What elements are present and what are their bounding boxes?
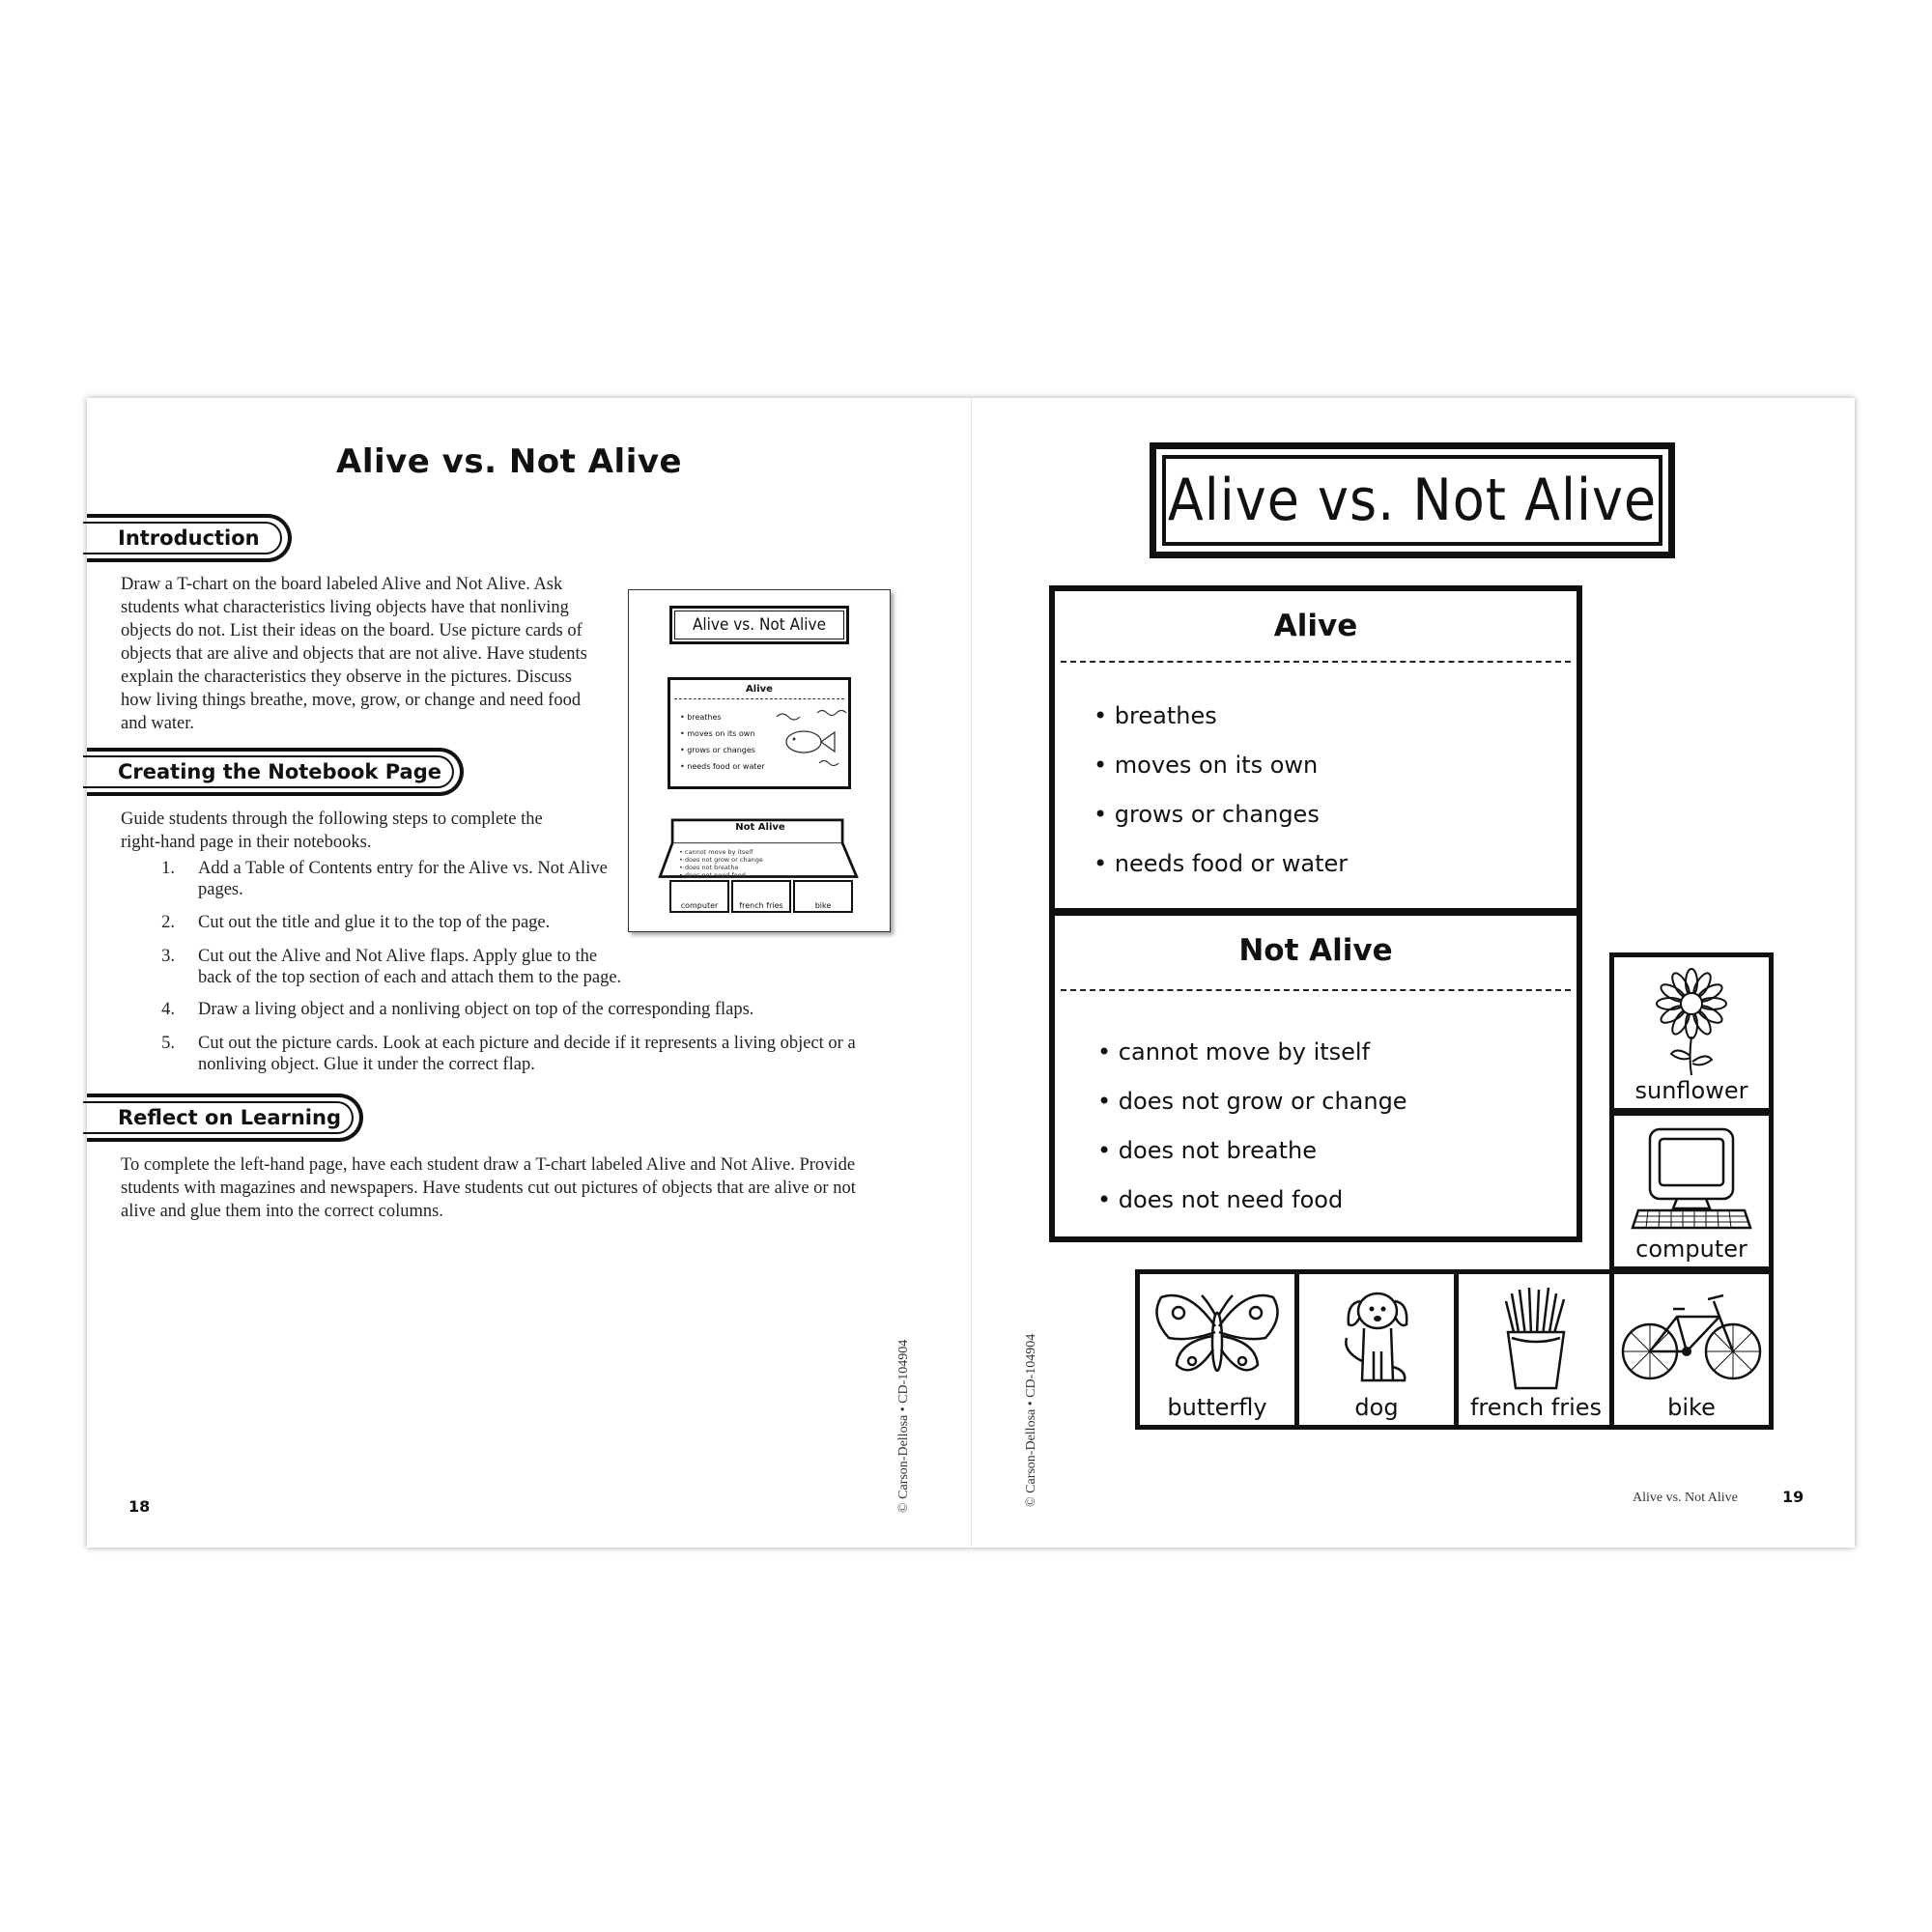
page-number-left: 18 (128, 1497, 151, 1516)
text-line: Add a Table of Contents entry for the Alive vs. Not Alive (198, 859, 608, 878)
alive-flap (1049, 585, 1582, 914)
text-line: and water. (121, 714, 195, 733)
text-line: students what characteristics living objects have that nonliving (121, 598, 569, 617)
section-heading: Introduction (118, 526, 260, 550)
step-number: 1. (161, 859, 175, 878)
thumbnail-title (669, 606, 849, 644)
list-item: • breathes (1094, 692, 1577, 741)
step-number: 2. (161, 913, 175, 932)
creating-intro (121, 808, 543, 854)
text-line: To complete the left-hand page, have each student draw a T-chart labeled Alive and Not Alive. Provide (121, 1155, 856, 1175)
page-number-right: 19 (1782, 1488, 1804, 1506)
copyright-right: © Carson-Dellosa • CD-104904 (1024, 1333, 1038, 1507)
card-label: butterfly (1167, 1394, 1267, 1421)
thumbnail-alive-heading: Alive (746, 684, 773, 695)
notebook-title-banner (1150, 442, 1675, 558)
text-line: Cut out the picture cards. Look at each picture and decide if it represents a living object or a (198, 1034, 856, 1053)
text-line: objects that are alive and objects that are not alive. Have students (121, 644, 587, 664)
introduction-text (121, 573, 587, 735)
text-line: Cut out the title and glue it to the top of the page. (198, 913, 551, 932)
not-alive-flap (1049, 910, 1582, 1242)
text-line: explain the characteristics they observe in the pictures. Discuss (121, 668, 572, 687)
step-5 (121, 1033, 990, 1075)
fold-line (1061, 989, 1571, 991)
thumbnail-item: • moves on its own (680, 729, 755, 738)
list-item: • moves on its own (1094, 741, 1577, 790)
fish-drawing-icon (771, 707, 848, 775)
step-number: 5. (161, 1034, 175, 1053)
thumbnail-item: • breathes (680, 713, 722, 722)
card-french-fries (1454, 1269, 1618, 1430)
sunflower-icon (1648, 965, 1735, 1077)
notebook-page-thumbnail (628, 589, 891, 932)
card-label: french fries (1469, 1394, 1603, 1421)
card-label: dog (1354, 1394, 1399, 1421)
card-label: sunflower (1634, 1077, 1748, 1104)
text-line: alive and glue them into the correct columns. (121, 1202, 443, 1221)
step-number: 3. (161, 947, 175, 966)
step-4 (121, 999, 990, 1020)
thumbnail-item: • does not need food (679, 871, 746, 879)
not-alive-heading: Not Alive (1238, 933, 1393, 968)
text-line: objects do not. List their ideas on the board. Use picture cards of (121, 621, 582, 640)
card-bike (1609, 1269, 1774, 1430)
card-butterfly (1135, 1269, 1299, 1430)
text-line: Draw a living object and a nonliving object on top of the corresponding flaps. (198, 1000, 754, 1019)
thumbnail-card: computer (669, 880, 729, 913)
section-tab-creating (87, 748, 464, 796)
section-tab-reflect (87, 1094, 363, 1142)
page-title: Alive vs. Not Alive (336, 442, 683, 481)
section-heading: Creating the Notebook Page (118, 760, 441, 783)
text-line: pages. (198, 880, 243, 899)
card-computer (1609, 1111, 1774, 1271)
thumbnail-item: • grows or changes (680, 746, 755, 754)
computer-icon (1629, 1125, 1754, 1232)
text-line: Cut out the Alive and Not Alive flaps. Apply glue to the (198, 947, 598, 966)
section-heading: Reflect on Learning (118, 1106, 341, 1129)
thumbnail-item: • does not breathe (679, 864, 739, 871)
text-line: right-hand page in their notebooks. (121, 833, 372, 852)
text-line: how living things breathe, move, grow, or change and need food (121, 691, 582, 710)
list-item: • needs food or water (1094, 839, 1577, 889)
thumbnail-cards (669, 880, 853, 913)
thumbnail-card: french fries (731, 880, 791, 913)
list-item: • does not breathe (1097, 1126, 1577, 1176)
thumbnail-item: • cannot move by itself (679, 848, 753, 856)
footer-title: Alive vs. Not Alive (1633, 1491, 1738, 1505)
alive-list (1094, 692, 1577, 889)
dog-icon (1333, 1284, 1420, 1390)
list-item: • grows or changes (1094, 790, 1577, 839)
bike-icon (1619, 1288, 1764, 1384)
card-dog (1294, 1269, 1459, 1430)
section-tab-introduction (87, 514, 292, 562)
list-item: • does not grow or change (1097, 1077, 1577, 1126)
fold-line (1061, 661, 1571, 663)
text-line: Draw a T-chart on the board labeled Alive and Not Alive. Ask (121, 575, 563, 594)
card-sunflower (1609, 952, 1774, 1113)
list-item: • does not need food (1097, 1176, 1577, 1225)
thumbnail-alive-flap (668, 677, 851, 789)
butterfly-icon (1150, 1288, 1285, 1384)
card-label: bike (1667, 1394, 1716, 1421)
thumbnail-item: • needs food or water (680, 762, 765, 771)
not-alive-list (1097, 1028, 1577, 1225)
copyright-left: © Carson-Dellosa • CD-104904 (896, 1339, 911, 1513)
notebook-title-text: Alive vs. Not Alive (1167, 467, 1658, 534)
thumbnail-not-alive-heading: Not Alive (735, 822, 785, 833)
step-3 (121, 946, 990, 988)
thumbnail-item: • does not grow or change (679, 856, 763, 864)
card-label: computer (1635, 1236, 1747, 1263)
reflect-text (121, 1153, 856, 1223)
thumbnail-title-text: Alive vs. Not Alive (692, 615, 827, 635)
thumbnail-card: bike (793, 880, 853, 913)
list-item: • cannot move by itself (1097, 1028, 1577, 1077)
french-fries-icon (1492, 1284, 1579, 1390)
text-line: back of the top section of each and attach them to the page. (198, 968, 622, 987)
alive-heading: Alive (1273, 609, 1358, 643)
step-number: 4. (161, 1000, 175, 1019)
text-line: Guide students through the following steps to complete the (121, 810, 543, 829)
text-line: nonliving object. Glue it under the correct flap. (198, 1055, 535, 1074)
text-line: students with magazines and newspapers. Have students cut out pictures of objects that are alive or not (121, 1179, 856, 1198)
thumbnail-not-alive-list (679, 848, 763, 879)
